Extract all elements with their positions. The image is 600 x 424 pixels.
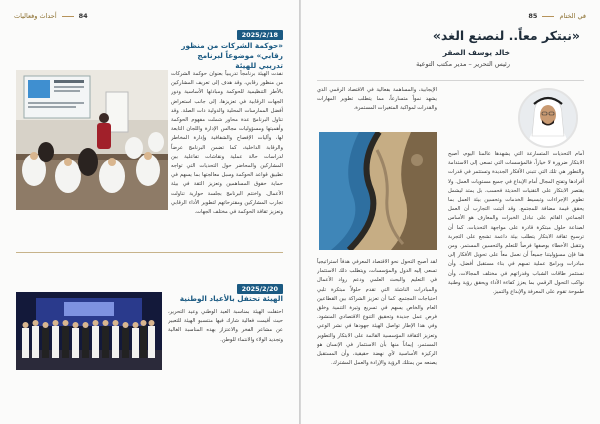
national-day-photo	[16, 292, 162, 370]
left-column-intro: الإيجابية، والمساهمة بفعالية في الاقتصاد الرقمي الذي يشهد نمواً متسارعاً، مما يتطلب تطوير المهارات والقدرات لمواكبة المتغيرات المستمرة.	[317, 87, 437, 112]
column-title: «نبتكر معاً.. لنصنع الغد»	[432, 28, 580, 43]
left-page-number: 84	[78, 12, 88, 20]
header-rule	[542, 16, 554, 17]
article2-date-tag: 2025/2/20	[237, 284, 283, 294]
river-landscape-photo	[319, 132, 437, 250]
article2-body: احتفلت الهيئة بمناسبة العيد الوطني وعيد التحرير، حيث أقيمت فعالية شارك فيها منتسبو الهيئة للتعبير عن مشاعر الفخر والاعتزاز بهذه المناسبة الغالية وتجديد الولاء والانتماء للوطن.	[168, 309, 283, 343]
article2-headline: الهيئة تحتفل بالأعياد الوطنية	[179, 294, 283, 303]
right-page	[301, 0, 600, 424]
author-name: خالد يوسف الصقر	[442, 48, 510, 57]
article1-date-tag: 2025/2/18	[237, 30, 283, 40]
article1-headline: «حوكمة الشركات من منظور رقابي» موضوعاً لبرنامج تدريبي للهيئة	[181, 41, 283, 70]
author-role: رئيس التحرير – مدير مكتب التوعية	[416, 60, 510, 68]
right-running-header	[528, 10, 586, 22]
right-page-number: 85	[528, 12, 538, 20]
training-photo	[16, 70, 168, 210]
left-column-body: لقد أصبح التحول نحو الاقتصاد المعرفي هدفاً استراتيجياً تسعى إليه الدول والمؤسسات، ويتطلب ذلك الاستثمار في التعليم والبحث العلمي ودعم رواد الأعمال والمبادرات الناشئة التي تقدم حلولاً مبتكرة تلبي احتياجات المجتمع. كما أن تعزيز الشراكة بين القطاعين العام والخاص يسهم في تسريع وتيرة التنمية وخلق فرص عمل جديدة وتحقيق التنوع الاقتصادي المنشود. وفي هذا الإطار تواصل الهيئة جهودها في نشر الوعي وتعزيز الثقافة المؤسسية القائمة على الابتكار والتطوير المستمر، إيماناً منها بأن الاستثمار في الإنسان هو الركيزة الأساسية لأي نهضة حقيقية، وأن المستقبل يصنعه من يمتلك الرؤية والإرادة والعمل المشترك.	[317, 259, 437, 367]
left-running-header	[14, 10, 88, 22]
header-rule	[62, 16, 74, 17]
right-section-title: في الختام	[559, 12, 586, 20]
left-section-title: أحداث وفعاليات	[14, 12, 57, 20]
article1-body: نفذت الهيئة برنامجاً تدريبياً بعنوان حوكمة الشركات من منظور رقابي، وقد هدف إلى تعريف المشاركين بالأطر التنظيمية للحوكمة ومبادئها الأساسية ودور الجهات الرقابية في تعزيزها، إلى جانب استعراض أفضل الممارسات المحلية والدولية ذات الصلة. وقد تناول البرنامج عدة محاور شملت مفهوم الحوكمة وأهميتها ومسؤوليات مجالس الإدارة واللجان التابعة لها، وآليات الإفصاح والشفافية وإدارة المخاطر والرقابة الداخلية، كما تضمن البرنامج عرضاً لدراسات حالة عملية ونقاشات تفاعلية بين المشاركين والمحاضر حول التحديات التي تواجه تطبيق قواعد الحوكمة وسبل معالجتها بما يسهم في حماية حقوق المساهمين وتعزيز الثقة في بيئة الأعمال. واختتم البرنامج بجلسة حوارية تناولت تجارب المشاركين ومقترحاتهم لتطوير الأداء الرقابي وتعزيز ثقافة الحوكمة في مختلف الجهات.	[171, 71, 283, 216]
title-divider	[317, 80, 584, 81]
article-separator	[16, 252, 283, 253]
right-column-body: أمام التحديات المتسارعة التي يشهدها عالمنا اليوم، أصبح الابتكار ضرورة لا خياراً، فالمؤسسات التي تسعى إلى الاستدامة والتطور هي تلك التي تتبنى الأفكار الجديدة وتستثمر في قدرات أفرادها وتفتح المجال أمام الإبداع في جميع مستويات العمل. ولا يقتصر الابتكار على التقنيات الحديثة فحسب، بل يمتد ليشمل تطوير الإجراءات وتبسيط الخدمات وتحسين بيئة العمل بما يحقق قيمة مضافة للمجتمع. وقد أثبتت التجارب أن العمل الجماعي القائم على تبادل الخبرات والمعارف هو الأساس لصناعة حلول مبتكرة قادرة على مواجهة التحديات، كما أن ترسيخ ثقافة الابتكار يتطلب بيئة داعمة تشجع على التجربة وتتقبل الأخطاء بوصفها فرصاً للتعلم والتحسين المستمر. ومن هنا فإن مسؤوليتنا جميعاً أن نعمل معاً على تحويل الأفكار إلى مبادرات وبرامج عملية تسهم في بناء مستقبل أفضل، وأن نستثمر طاقات الشباب وقدراتهم في مختلف المجالات، وأن نواكب التحول الرقمي بما يعزز كفاءة الأداء ويحقق رؤية وطنية طموحة تقوم على المعرفة والإبداع والتميز.	[448, 151, 584, 296]
author-portrait	[518, 88, 578, 148]
